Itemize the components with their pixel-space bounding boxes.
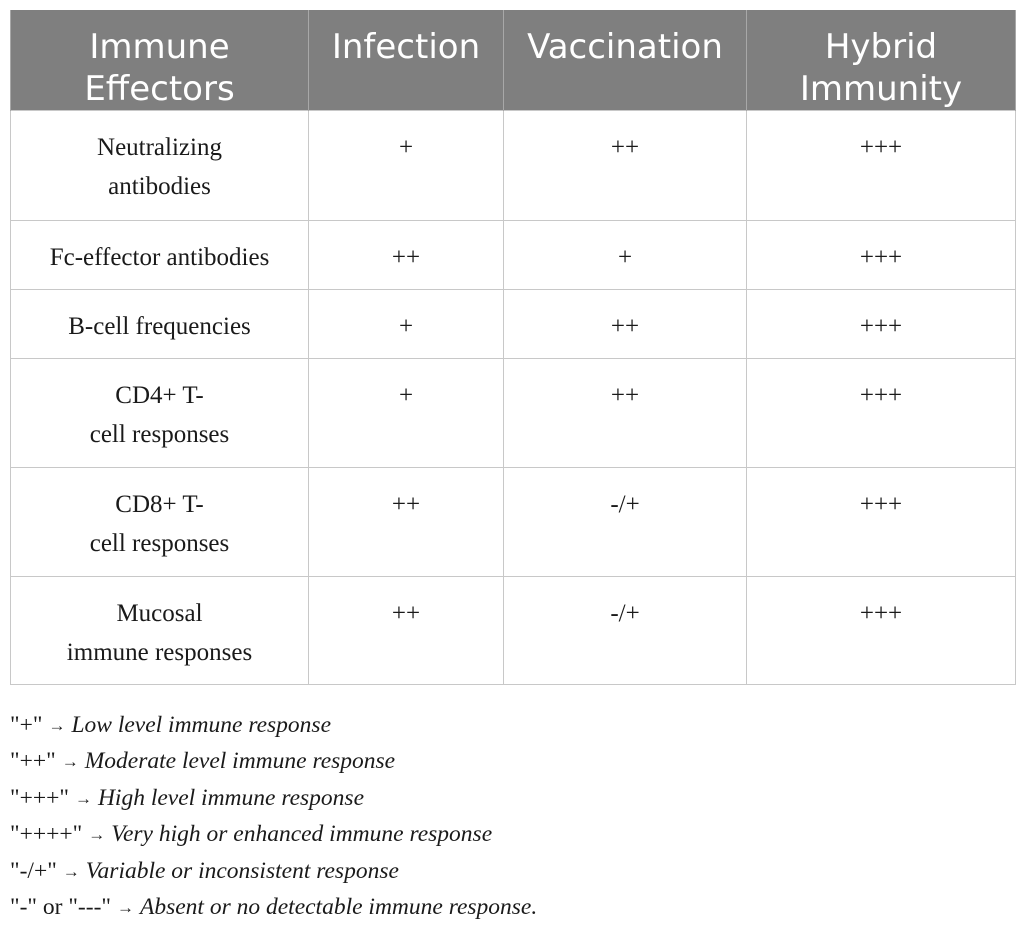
legend-symbol: "++" <box>10 748 56 775</box>
effector-label-line: Neutralizing <box>97 134 222 161</box>
legend-item <box>10 708 537 744</box>
legend-description: Absent or no detectable immune response. <box>140 894 538 921</box>
legend-item <box>10 817 537 853</box>
vaccination-cell: -/+ <box>504 468 747 577</box>
effector-cell <box>11 577 309 685</box>
infection-cell: ++ <box>309 468 504 577</box>
header-cell-vaccination <box>504 10 747 111</box>
hybrid-cell: +++ <box>747 577 1016 685</box>
effector-label-line: cell responses <box>89 421 230 448</box>
legend-symbol: "+++" <box>10 784 69 811</box>
table-row <box>11 359 1016 468</box>
infection-cell: + <box>309 290 504 359</box>
infection-cell: ++ <box>309 577 504 685</box>
header-line: Infection <box>331 27 481 67</box>
effector-label-line: Fc-effector antibodies <box>49 244 270 271</box>
effector-label-line: cell responses <box>89 530 230 557</box>
effector-cell <box>11 290 309 359</box>
legend-symbol: "++++" <box>10 821 83 848</box>
hybrid-cell: +++ <box>747 468 1016 577</box>
legend-item <box>10 890 537 926</box>
arrow-right-icon: → <box>62 861 80 881</box>
legend-description: High level immune response <box>97 784 365 811</box>
legend-item <box>10 744 537 780</box>
effector-label-line: B-cell frequencies <box>68 313 251 340</box>
hybrid-cell: +++ <box>747 290 1016 359</box>
effector-label-line: immune responses <box>66 639 253 666</box>
vaccination-cell: ++ <box>504 290 747 359</box>
hybrid-cell: +++ <box>747 359 1016 468</box>
table-row <box>11 290 1016 359</box>
legend-symbol: "-/+" <box>10 857 57 884</box>
arrow-right-icon: → <box>74 788 92 808</box>
legend-description: Very high or enhanced immune response <box>111 821 493 848</box>
header-line: Effectors <box>84 69 235 109</box>
legend-item <box>10 781 537 817</box>
infection-cell: + <box>309 111 504 221</box>
hybrid-cell: +++ <box>747 221 1016 290</box>
header-line: Immunity <box>799 69 963 109</box>
table-body <box>11 111 1016 685</box>
vaccination-cell: ++ <box>504 111 747 221</box>
table-row <box>11 111 1016 221</box>
legend-symbol: "+" <box>10 712 43 738</box>
header-cell-infection <box>309 10 504 111</box>
immune-effectors-table <box>10 10 1016 685</box>
header-row <box>11 10 1016 111</box>
legend-description: Low level immune response <box>71 712 331 738</box>
arrow-right-icon: → <box>88 825 106 845</box>
effector-label-line: antibodies <box>108 173 211 200</box>
arrow-right-icon: → <box>48 716 66 735</box>
effector-cell <box>11 111 309 221</box>
hybrid-cell: +++ <box>747 111 1016 221</box>
arrow-right-icon: → <box>117 898 134 918</box>
effector-cell <box>11 221 309 290</box>
legend-description: Moderate level immune response <box>84 748 396 775</box>
infection-cell: ++ <box>309 221 504 290</box>
effector-label-line: Mucosal <box>116 600 203 627</box>
header-cell-hybrid-immunity <box>747 10 1016 111</box>
effector-label-line: CD8+ T- <box>115 491 204 518</box>
infection-cell: + <box>309 359 504 468</box>
legend-item <box>10 854 537 890</box>
table-row <box>11 577 1016 685</box>
effector-cell <box>11 468 309 577</box>
effector-cell <box>11 359 309 468</box>
vaccination-cell: ++ <box>504 359 747 468</box>
legend-description: Variable or inconsistent response <box>85 857 399 884</box>
vaccination-cell: + <box>504 221 747 290</box>
legend-symbol: "-" or "---" <box>10 894 111 921</box>
table-header <box>11 10 1016 111</box>
vaccination-cell: -/+ <box>504 577 747 685</box>
header-line: Immune <box>89 27 230 67</box>
header-line: Vaccination <box>527 27 723 67</box>
header-line: Hybrid <box>824 27 938 67</box>
immune-effectors-table-container <box>10 10 1015 685</box>
table-row <box>11 468 1016 577</box>
effector-label-line: CD4+ T- <box>115 382 204 409</box>
table-legend <box>10 708 537 926</box>
arrow-right-icon: → <box>61 752 79 772</box>
header-cell-immune-effectors <box>11 10 309 111</box>
table-row <box>11 221 1016 290</box>
